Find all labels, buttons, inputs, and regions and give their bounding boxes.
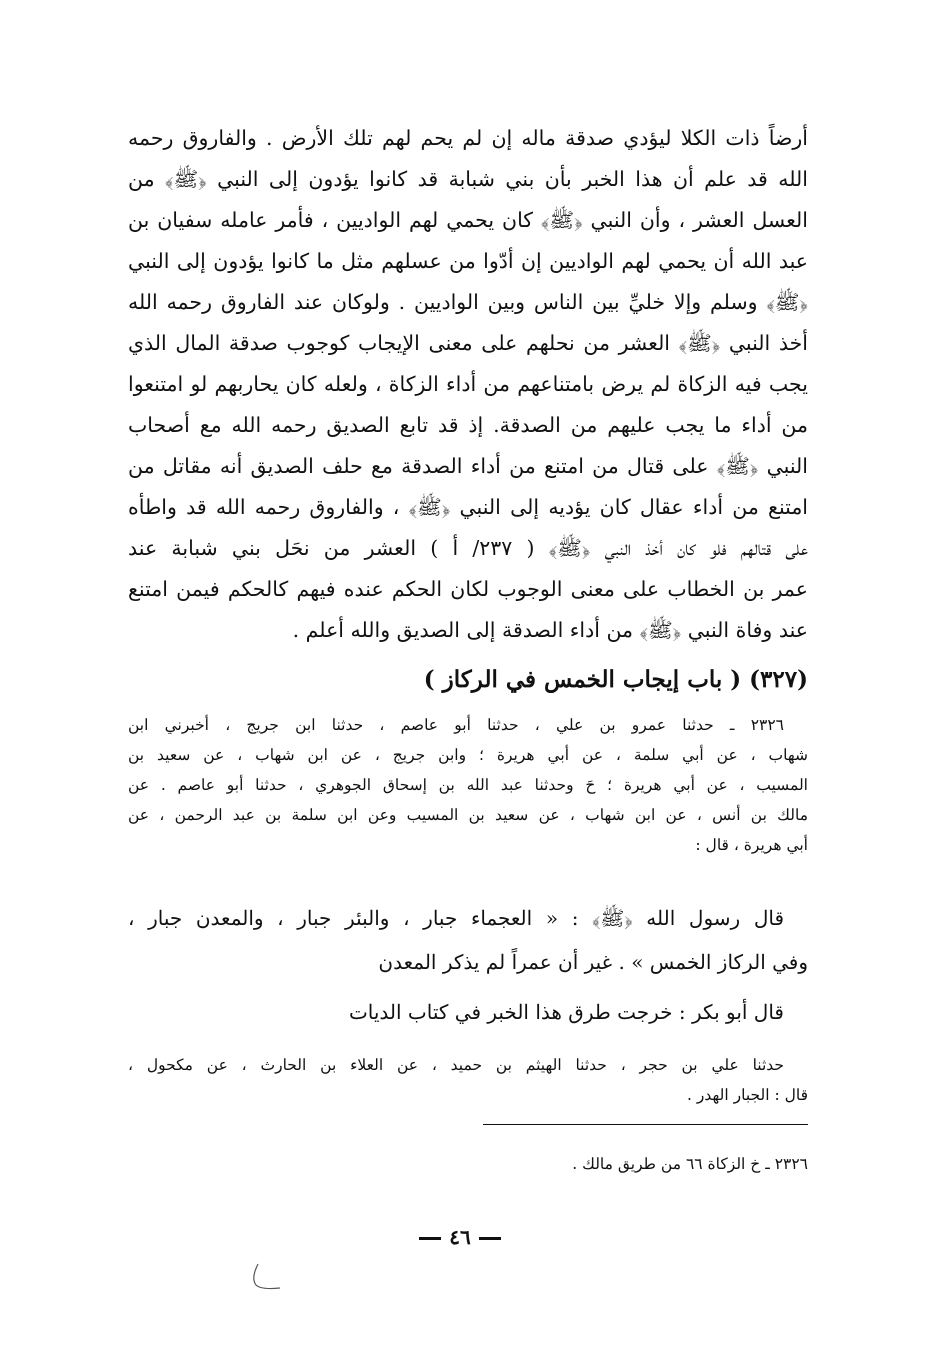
- text-line: العسل العشر ، وأن النبي ﴿ﷺ﴾ كان يحمي لهم الواديين ، فأمر عامله سفيان بن: [128, 208, 808, 232]
- dash-left: [419, 1237, 441, 1240]
- hadith-line: وفي الركاز الخمس » . غير أن عمراً لم يذكر المعدن: [378, 950, 808, 974]
- page-number: [380, 1222, 540, 1252]
- text-line: الله قد علم أن هذا الخبر بأن بني شبابة قد كانوا يؤدون إلى النبي ﴿ﷺ﴾ من: [128, 167, 808, 191]
- text-line: عمر بن الخطاب على معنى الوجوب لكان الحكم عنده فيهم كالحكم فيمن امتنع: [128, 577, 808, 601]
- hadith-line: قال رسول الله ﴿ﷺ﴾ : « العجماء جبار ، والبئر جبار ، والمعدن جبار ،: [128, 906, 784, 930]
- text-line: ﴿ﷺ﴾ وسلم وإلا خليِّ بين الناس وبين الواديين . ولوكان عند الفاروق رحمه الله: [128, 290, 808, 314]
- sanad-line: مالك بن أنس ، عن ابن شهاب ، عن سعيد بن المسيب وعن ابن سلمة بن عبد الرحمن ، عن: [128, 806, 808, 824]
- text-line: امتنع من أداء عقال كان يؤديه إلى النبي ﴿ﷺ﴾ ، والفاروق رحمه الله قد واطأه: [128, 495, 808, 519]
- hadith-text: [128, 896, 808, 984]
- pen-mark: [248, 1258, 288, 1298]
- page-number-text: ٤٦: [449, 1225, 471, 1249]
- chapter-heading: (٣٢٧) ( باب إيجاب الخمس في الركاز ): [423, 666, 808, 693]
- sanad-line: قال : الجبار الهدر .: [687, 1086, 808, 1104]
- abu-bakr-note-text: قال أبو بكر : خرجت طرق هذا الخبر في كتاب الديات: [348, 1000, 784, 1024]
- text-line: أرضاً ذات الكلا ليؤدي صدقة ماله إن لم يحم لهم تلك الأرض . والفاروق رحمه: [128, 126, 808, 150]
- sanad-line: ٢٣٢٦ ـ حدثنا عمرو بن علي ، حدثنا أبو عاصم ، حدثنا ابن جريج ، أخبرني ابن: [128, 716, 784, 734]
- footnote: ٢٣٢٦ ـ خ الزكاة ٦٦ من طريق مالك .: [572, 1155, 808, 1173]
- second-chain-of-narration: [128, 1050, 808, 1110]
- text-line: أخذ النبي ﴿ﷺ﴾ العشر من نحلهم على معنى الإيجاب كوجوب صدقة المال الذي: [128, 331, 808, 355]
- main-text-block: [128, 118, 808, 651]
- sanad-line: حدثنا علي بن حجر ، حدثنا الهيثم بن حميد ، عن العلاء بن الحارث ، عن مكحول ،: [128, 1056, 784, 1074]
- text-line: يجب فيه الزكاة لم يرض بامتناعهم من أداء الزكاة ، ولعله كان يحاربهم لو امتنعوا: [128, 372, 808, 396]
- dash-right: [479, 1237, 501, 1240]
- abu-bakr-note: [128, 990, 808, 1034]
- text-line: النبي ﴿ﷺ﴾ على قتال من امتنع من أداء الصدقة مع حلف الصديق أنه مقاتل من: [128, 454, 808, 478]
- text-line: من أداء ما يجب عليهم من الصدقة. إذ قد تابع الصديق رحمه الله مع أصحاب: [128, 413, 808, 437]
- footnote-divider: [483, 1124, 808, 1125]
- text-line: عند وفاة النبي ﴿ﷺ﴾ من أداء الصدقة إلى الصديق والله أعلم .: [292, 618, 808, 642]
- sanad-line: المسيب ، عن أبي هريرة ؛ حَ وحدثنا عبد الله بن إسحاق الجوهري ، حدثنا أبو عاصم . عن: [128, 776, 808, 794]
- chain-of-narration: [128, 710, 808, 860]
- text-line: على قتالهم فلو كان أخذ النبي ﴿ﷺ﴾ ( ٢٣٧/ أ ) العشر من نحَل بني شبابة عند: [128, 536, 808, 560]
- text-line: عبد الله أن يحمي لهم الواديين إن أدّوا من عسلهم مثل ما كانوا يؤدون إلى النبي: [128, 249, 808, 273]
- sanad-line: أبي هريرة ، قال :: [695, 836, 808, 854]
- sanad-line: شهاب ، عن أبي سلمة ، عن أبي هريرة ؛ وابن جريج ، عن ابن شهاب ، عن سعيد بن: [128, 746, 808, 764]
